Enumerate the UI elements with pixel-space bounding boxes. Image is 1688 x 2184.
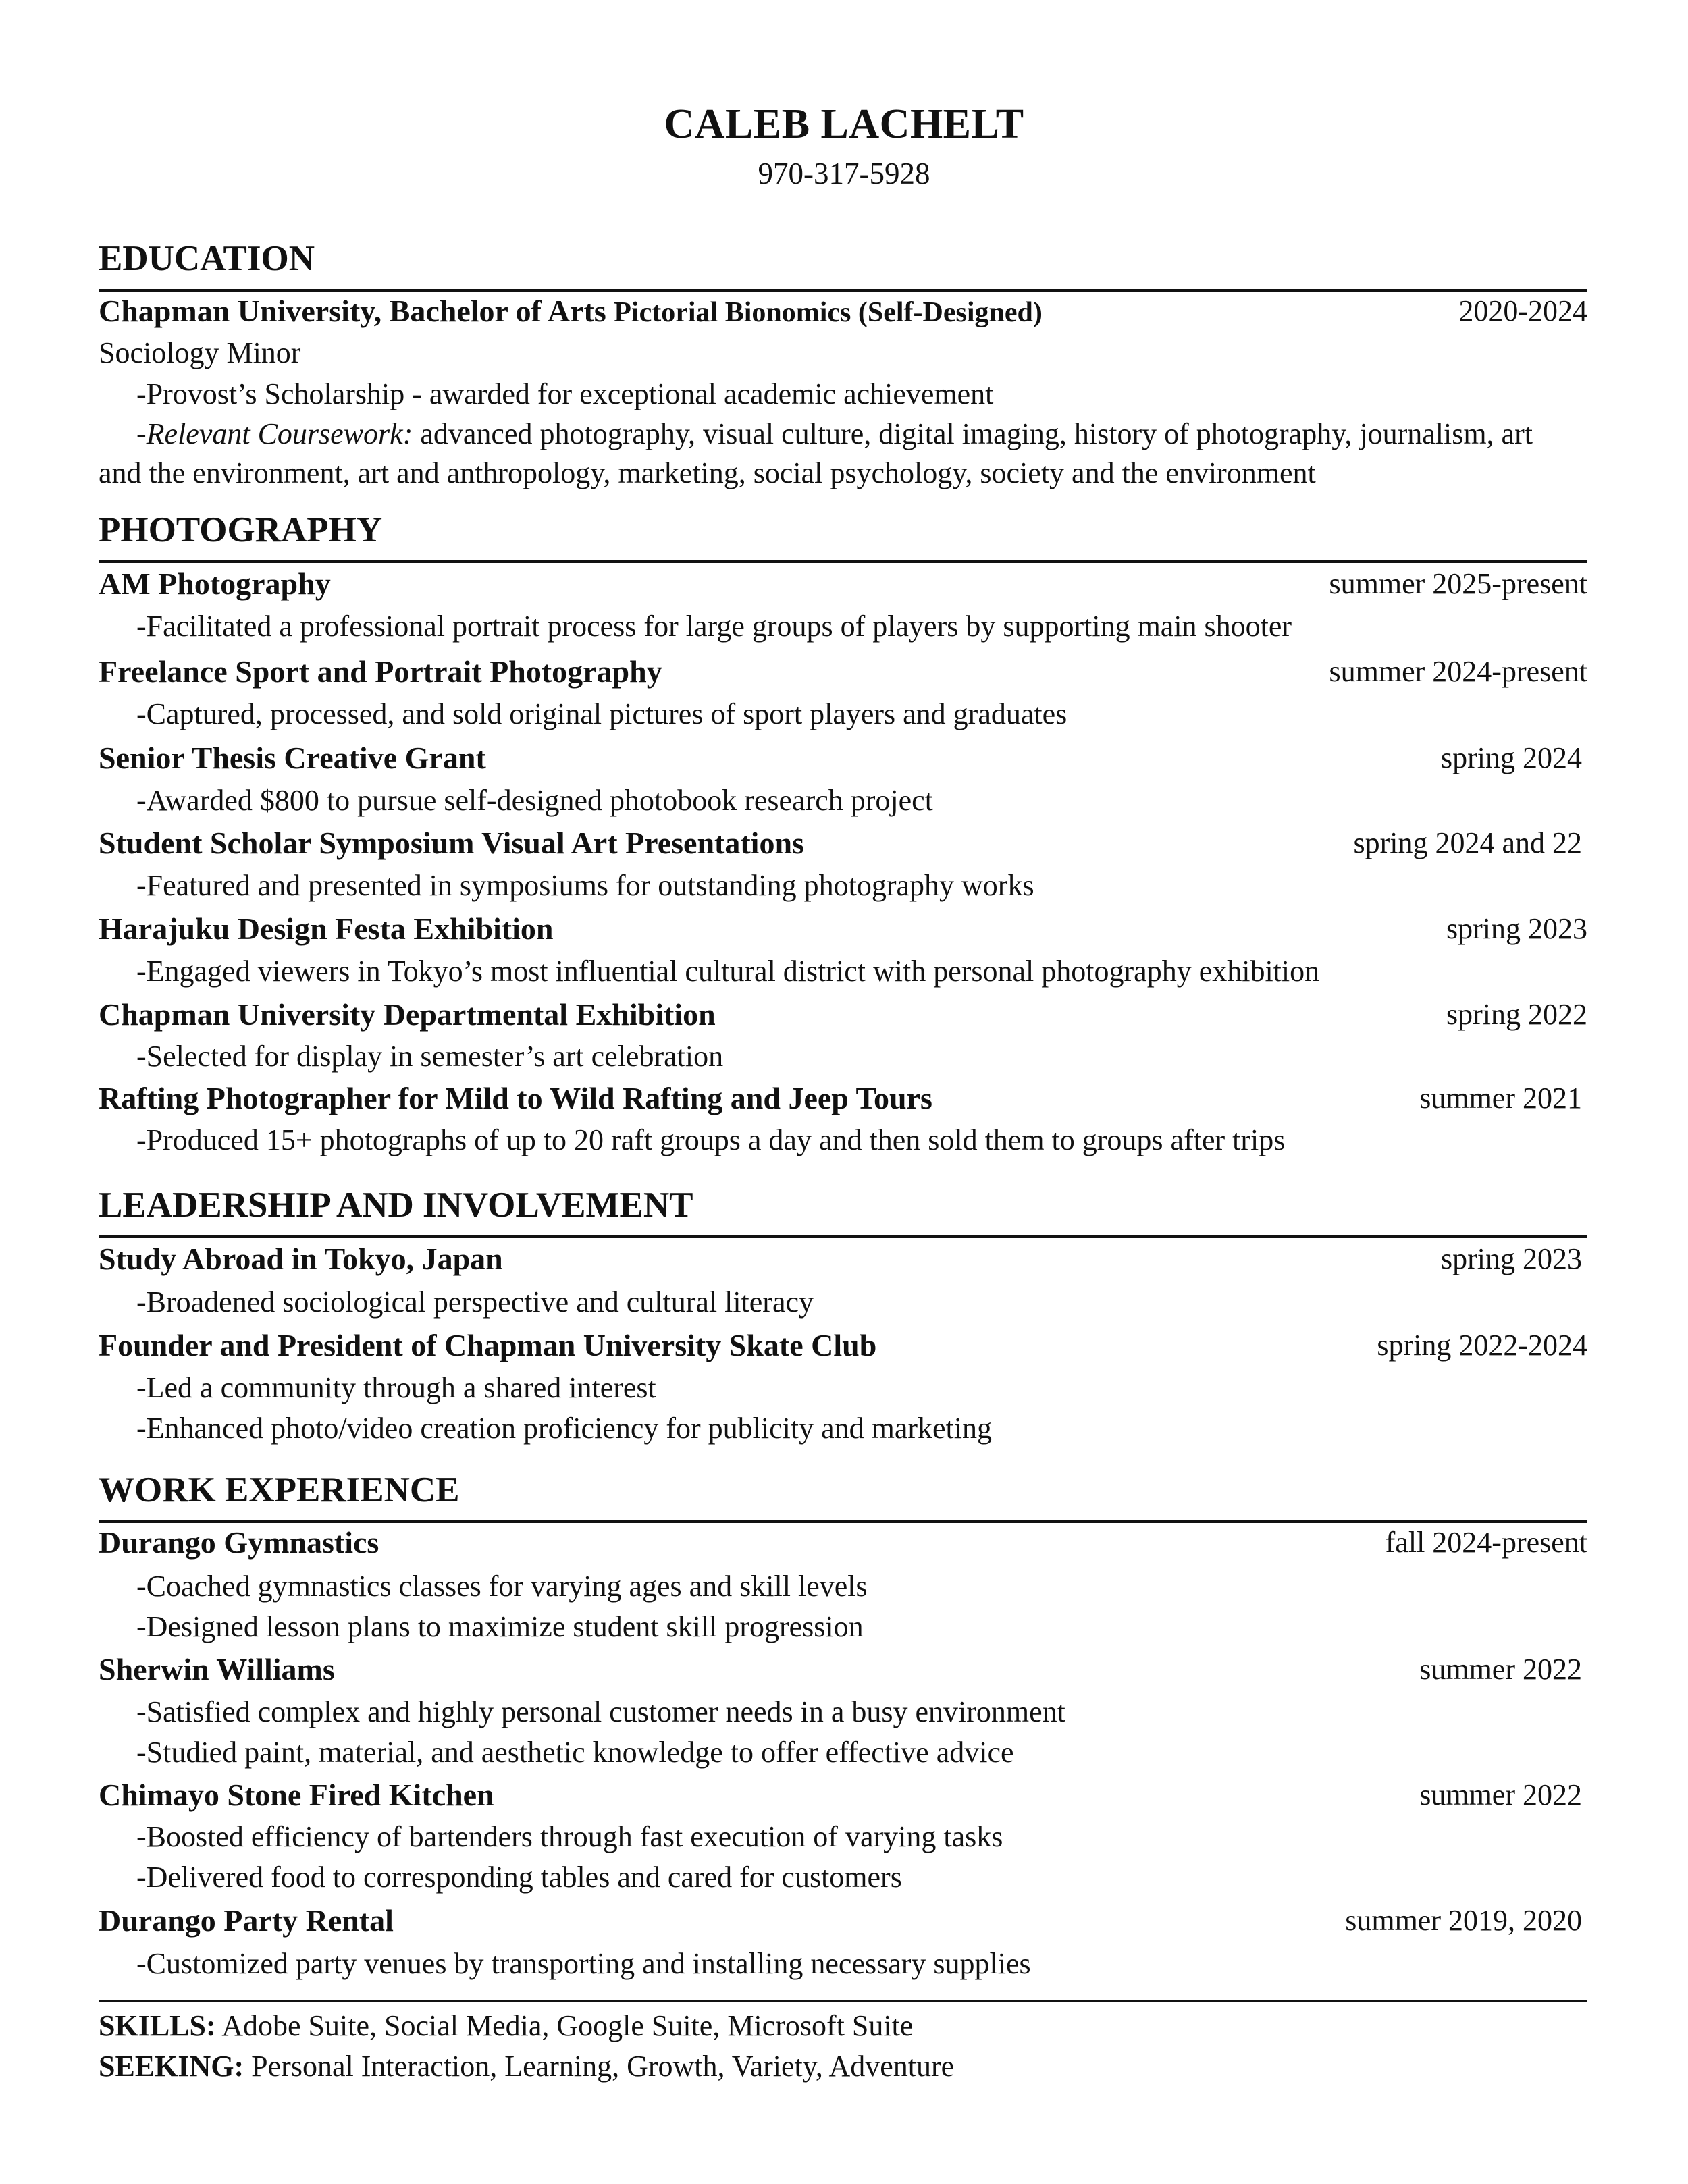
photography-entry (99, 909, 1587, 949)
skills-label: SKILLS: (99, 2009, 216, 2042)
entry-date: spring 2022-2024 (1377, 1329, 1587, 1362)
entry-title: Freelance Sport and Portrait Photography (99, 654, 662, 689)
minor-line: Sociology Minor (99, 336, 301, 369)
photography-rule (99, 560, 1587, 563)
entry-title: Harajuku Design Festa Exhibition (99, 911, 554, 946)
education-title (99, 292, 1043, 332)
coursework-label: Relevant Coursework: (146, 417, 413, 450)
entry-date: summer 2019, 2020 (1345, 1904, 1582, 1937)
entry-title: Sherwin Williams (99, 1652, 335, 1686)
seeking-text: Personal Interaction, Learning, Growth, Variety, Adventure (244, 2050, 955, 2083)
entry-title: AM Photography (99, 566, 331, 601)
entry-date: fall 2024-present (1385, 1526, 1587, 1559)
entry-date: summer 2024-present (1329, 655, 1587, 688)
entry-bullet: -Broadened sociological perspective and cultural literacy (136, 1285, 814, 1319)
work-entry (99, 1650, 1587, 1689)
entry-title: Durango Party Rental (99, 1903, 394, 1938)
entry-bullet: -Studied paint, material, and aesthetic knowledge to offer effective advice (136, 1736, 1014, 1769)
photography-entry (99, 652, 1587, 691)
education-entry (99, 292, 1587, 331)
entry-title: Rafting Photographer for Mild to Wild Rafting and Jeep Tours (99, 1081, 932, 1115)
skills-text: Adobe Suite, Social Media, Google Suite, Microsoft Suite (215, 2009, 914, 2042)
coursework-line-2: and the environment, art and anthropology, marketing, social psychology, society and the environment (99, 456, 1316, 489)
seeking-label: SEEKING: (99, 2050, 244, 2083)
education-dates: 2020-2024 (1458, 294, 1587, 327)
entry-title: Durango Gymnastics (99, 1525, 379, 1560)
skills-line (99, 2006, 913, 2046)
entry-date: summer 2022 (1419, 1778, 1582, 1811)
school-name: Chapman University, Bachelor of Arts (99, 294, 606, 328)
photography-entry (99, 824, 1587, 863)
leadership-heading: LEADERSHIP AND INVOLVEMENT (99, 1186, 693, 1225)
work-entry (99, 1523, 1587, 1562)
entry-bullet: -Captured, processed, and sold original pictures of sport players and graduates (136, 697, 1067, 730)
leadership-rule (99, 1235, 1587, 1238)
entry-title: Student Scholar Symposium Visual Art Presentations (99, 826, 804, 860)
entry-date: spring 2022 (1446, 998, 1587, 1031)
photography-entry (99, 739, 1587, 778)
entry-bullet: -Awarded $800 to pursue self-designed photobook research project (136, 784, 933, 817)
entry-bullet: -Produced 15+ photographs of up to 20 raft groups a day and then sold them to groups after trips (136, 1123, 1286, 1156)
entry-date: spring 2023 (1441, 1242, 1582, 1275)
entry-bullet: -Enhanced photo/video creation proficiency for publicity and marketing (136, 1412, 992, 1445)
entry-date: spring 2024 (1441, 741, 1582, 774)
footer-rule (99, 2000, 1587, 2002)
photography-heading: PHOTOGRAPHY (99, 510, 383, 550)
entry-bullet: -Delivered food to corresponding tables and cared for customers (136, 1861, 902, 1894)
entry-bullet: -Boosted efficiency of bartenders through fast execution of varying tasks (136, 1820, 1003, 1853)
entry-bullet: -Featured and presented in symposiums for outstanding photography works (136, 869, 1034, 902)
entry-title: Chapman University Departmental Exhibition (99, 997, 716, 1032)
entry-date: spring 2024 and 22 (1353, 826, 1582, 859)
entry-bullet: -Selected for display in semester’s art celebration (136, 1040, 724, 1073)
entry-bullet: -Customized party venues by transporting and installing necessary supplies (136, 1947, 1031, 1980)
resume-name: CALEB LACHELT (664, 101, 1024, 147)
entry-bullet: -Led a community through a shared interest (136, 1371, 656, 1404)
work-entry (99, 1901, 1587, 1940)
education-heading: EDUCATION (99, 239, 315, 278)
entry-bullet: -Satisfied complex and highly personal customer needs in a busy environment (136, 1695, 1065, 1728)
photography-entry (99, 995, 1587, 1034)
entry-title: Founder and President of Chapman University Skate Club (99, 1328, 877, 1362)
entry-title: Senior Thesis Creative Grant (99, 741, 486, 775)
work-entry (99, 1776, 1587, 1815)
entry-date: summer 2022 (1419, 1653, 1582, 1686)
entry-date: summer 2025-present (1329, 567, 1587, 600)
leadership-entry (99, 1240, 1587, 1279)
phone-number: 970-317-5928 (758, 157, 930, 190)
scholarship-line: -Provost’s Scholarship - awarded for exceptional academic achievement (136, 377, 994, 410)
entry-bullet: -Engaged viewers in Tokyo’s most influential cultural district with personal photography exhibition (136, 955, 1320, 988)
entry-date: spring 2023 (1446, 912, 1587, 945)
entry-bullet: -Facilitated a professional portrait process for large groups of players by supporting main shooter (136, 610, 1292, 643)
coursework-line-1: -Relevant Coursework: advanced photography, visual culture, digital imaging, history of photography, journalism, art (136, 417, 1533, 450)
entry-date: summer 2021 (1419, 1082, 1582, 1115)
seeking-line (99, 2047, 954, 2086)
leadership-entry (99, 1326, 1587, 1365)
entry-bullet: -Designed lesson plans to maximize student skill progression (136, 1610, 864, 1643)
entry-title: Study Abroad in Tokyo, Japan (99, 1242, 503, 1276)
entry-title: Chimayo Stone Fired Kitchen (99, 1778, 494, 1812)
work-heading: WORK EXPERIENCE (99, 1470, 460, 1510)
photography-entry (99, 1079, 1587, 1118)
major-name: Pictorial Bionomics (Self-Designed) (614, 297, 1043, 328)
entry-bullet: -Coached gymnastics classes for varying ages and skill levels (136, 1570, 868, 1603)
photography-entry (99, 564, 1587, 604)
